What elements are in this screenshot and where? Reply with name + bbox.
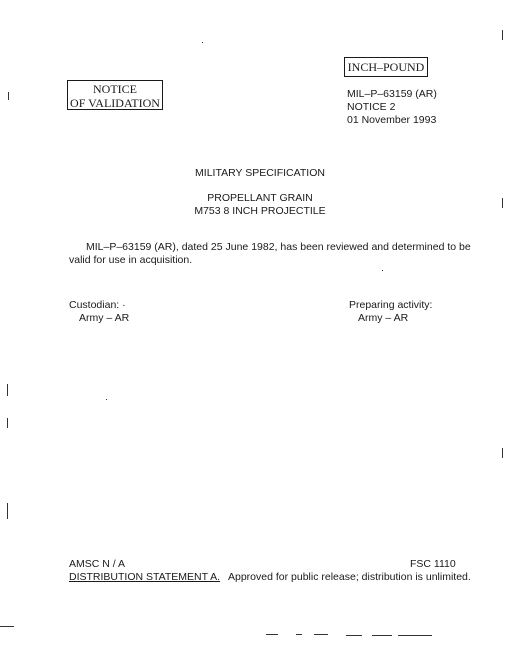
distribution-statement-label: DISTRIBUTION STATEMENT A. [69, 571, 221, 583]
scan-mark-bottom-4 [346, 635, 362, 636]
scan-dot-1 [202, 42, 203, 43]
scan-mark-bottom-5 [372, 635, 392, 636]
amsc-code: AMSC N / A [69, 558, 126, 570]
distribution-statement-text: Approved for public release; distribution is unlimited. [228, 571, 471, 583]
notice-box-line2: OF VALIDATION [70, 96, 160, 110]
scan-dot-2 [382, 270, 383, 271]
doc-notice: NOTICE 2 [347, 101, 396, 113]
spec-heading: MILITARY SPECIFICATION [195, 167, 325, 179]
scan-mark-left-4 [7, 503, 8, 519]
scan-dot-3 [106, 399, 107, 400]
scan-mark-bottom-left [0, 626, 14, 627]
preparing-activity-value: Army – AR [358, 312, 409, 324]
scan-mark-left-3 [7, 418, 8, 428]
scan-mark-right-3 [502, 448, 503, 458]
fsc-code: FSC 1110 [410, 558, 456, 570]
scan-mark-right-1 [502, 30, 503, 40]
scan-mark-left-1 [8, 92, 9, 100]
inch-pound-label: INCH–POUND [347, 60, 425, 74]
notice-of-validation-box [67, 80, 163, 110]
body-line2: valid for use in acquisition. [69, 254, 193, 266]
spec-subject-line1: PROPELLANT GRAIN [207, 192, 313, 204]
doc-date: 01 November 1993 [347, 114, 437, 126]
scan-mark-bottom-1 [266, 634, 278, 635]
body-line1: MIL–P–63159 (AR), dated 25 June 1982, has been reviewed and determined to be [86, 241, 471, 253]
custodian-label: Custodian: · [69, 299, 126, 311]
preparing-activity-label: Preparing activity: [349, 299, 433, 311]
scan-mark-left-2 [7, 384, 8, 396]
scan-mark-right-2 [502, 198, 503, 208]
custodian-value: Army – AR [79, 312, 130, 324]
scan-mark-bottom-3 [314, 634, 328, 635]
scan-mark-bottom-6 [398, 635, 432, 636]
scan-mark-bottom-2 [296, 634, 302, 635]
notice-box-line1: NOTICE [93, 82, 137, 96]
inch-pound-box [344, 57, 428, 77]
doc-number: MIL–P–63159 (AR) [347, 88, 437, 100]
spec-subject-line2: M753 8 INCH PROJECTILE [194, 205, 326, 217]
